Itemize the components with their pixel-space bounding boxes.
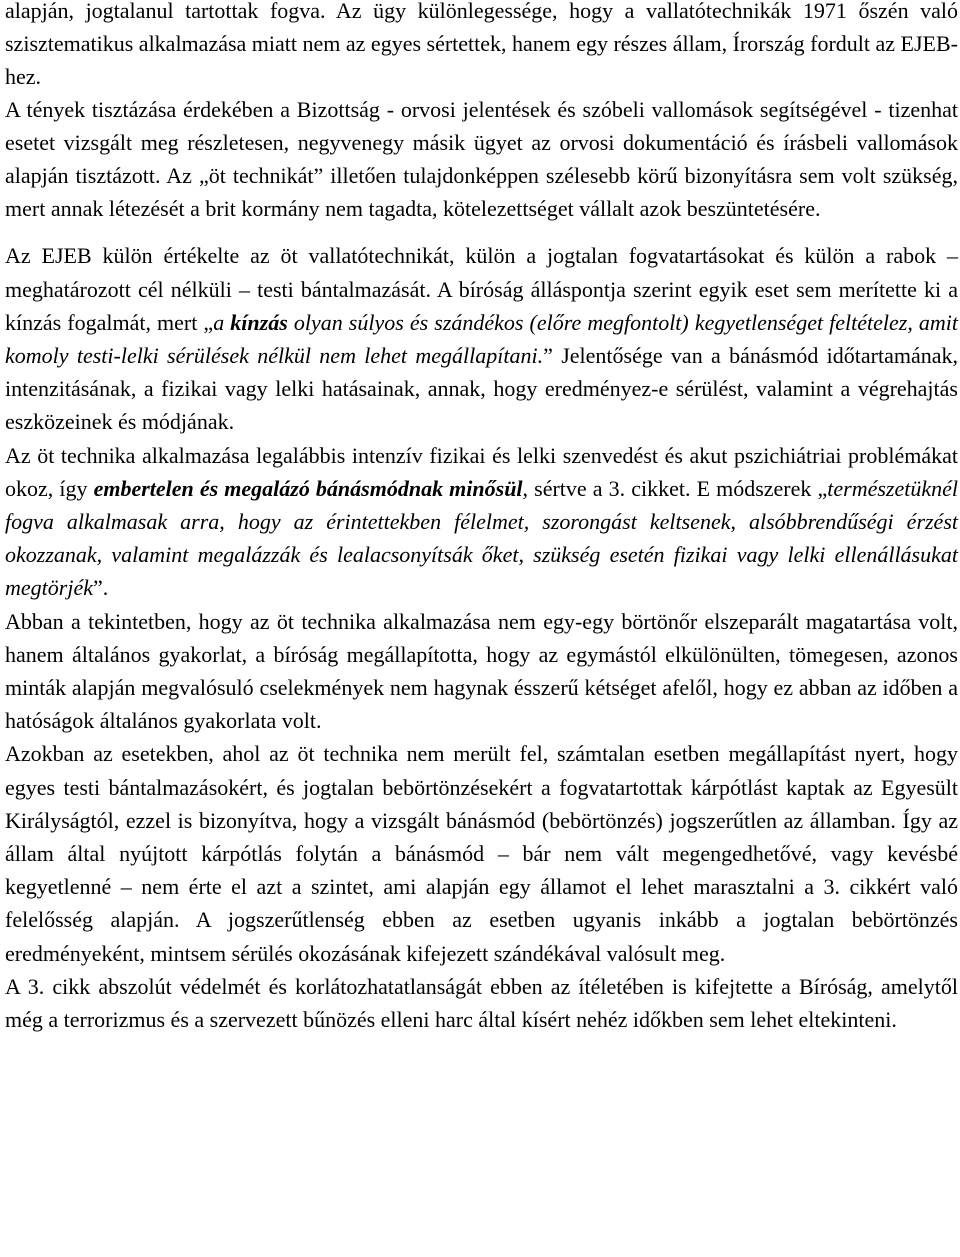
paragraph-3-term bbox=[230, 310, 287, 335]
paragraph-4-italic-quote: természetüknél fogva alkalmasak arra, hogy az érintettekben félelmet, szorongást keltsenek, alsóbbrendűségi érzést okozzanak, valamint megalázzák és lealacsonyítsák őket, szükség esetén fizikai vagy lelki ellenállásukat megtörjék bbox=[5, 475, 958, 601]
paragraph-4-text: Az öt technika alkalmazása legalábbis intenzív fizikai és lelki szenvedést és akut pszichiátriai problémákat okoz, így bbox=[5, 442, 958, 501]
paragraph-4-mid: , sértve a 3. cikket. E módszerek „ bbox=[522, 475, 828, 501]
paragraph-1: alapján, jogtalanul tartottak fogva. Az ügy különlegessége, hogy a vallatótechnikák 1971 őszén való szisztematikus alkalmazása miatt nem az egyes sértettek, hanem egy részes állam, Írország fordult az EJEB-hez. bbox=[5, 0, 958, 90]
paragraph-5: Abban a tekintetben, hogy az öt technika alkalmazása nem egy-egy börtönőr elszeparált magatartása volt, hanem általános gyakorlat, a bíróság megállapította, hogy az egymástól elkülönülten, tömegesen, azonos minták alapján megvalósuló cselekmények nem hagynak ésszerű kétséget afelől, hogy ez abban az időben a hatóságok általános gyakorlata volt. bbox=[5, 608, 958, 734]
paragraph-3-tail: ” Jelentősége van a bánásmód időtartamának, intenzitásának, a fizikai vagy lelki hatásainak, annak, hogy eredményez-e sérülést, valamint a végrehajtás eszközeinek és módjának. bbox=[5, 343, 958, 435]
inhuman-treatment-term: embertelen és megalázó bánásmódnak minősül bbox=[93, 475, 523, 501]
paragraph-3 bbox=[5, 239, 958, 438]
paragraph-4-tail: ”. bbox=[92, 575, 109, 601]
paragraph-7: A 3. cikk abszolút védelmét és korlátozhatatlanságát ebben az ítéletében is kifejtette a Bíróság, amelytől még a terrorizmus és a szervezett bűnözés elleni harc által kísért nehéz időkben sem lehet eltekinteni. bbox=[5, 973, 958, 1033]
paragraph-2: A tények tisztázása érdekében a Bizottság - orvosi jelentések és szóbeli vallomások segítségével - tizenhat esetet vizsgált meg részletesen, negyvenegy másik ügyet az orvosi dokumentáció és írásbeli vallomások alapján tisztázott. Az „öt technikát” illetően tulajdonképpen szélesebb körű bizonyításra sem volt szükség, mert annak létezését a brit kormány nem tagadta, kötelezettséget vállalt azok beszüntetésére. bbox=[5, 96, 958, 222]
paragraph-4 bbox=[5, 439, 958, 605]
paragraph-3-text: Az EJEB külön értékelte az öt vallatótechnikát, külön a jogtalan fogvatartásokat és külön a rabok – meghatározott cél nélküli – testi bántalmazását. A bíróság álláspontja szerint egyik eset sem merítette ki a kínzás fogalmát, mert „ bbox=[5, 243, 958, 335]
paragraph-4-emphasis bbox=[94, 476, 523, 501]
torture-term: kínzás bbox=[230, 309, 288, 335]
paragraph-3-italic-quote: olyan súlyos és szándékos (előre megfontolt) kegyetlenséget feltételez, amit komoly testi-lelki sérülések nélkül nem lehet megállapítani. bbox=[5, 309, 959, 369]
paragraph-6: Azokban az esetekben, ahol az öt technika nem merült fel, számtalan esetben megállapítást nyert, hogy egyes testi bántalmazásokért, és jogtalan bebörtönzésekért a fogvatartottak kárpótlást kaptak az Egyesült Királyságtól, ezzel is bizonyítva, hogy a vizsgált bánásmód (bebörtönzés) jogszerűtlen az államban. Így az állam által nyújtott kárpótlás folytán a bánásmód – bár nem vált megengedhetővé, vagy kevésbé kegyetlenné – nem érte el azt a szintet, ami alapján egy államot el lehet marasztalni a 3. cikkért való felelősség alapján. A jogszerűtlenség ebben az esetben ugyanis inkább a jogtalan bebörtönzés eredményeként, mintsem sérülés okozásának kifejezett szándékával valósult meg. bbox=[5, 741, 958, 966]
paragraph-3-italic-a: a bbox=[213, 309, 231, 335]
